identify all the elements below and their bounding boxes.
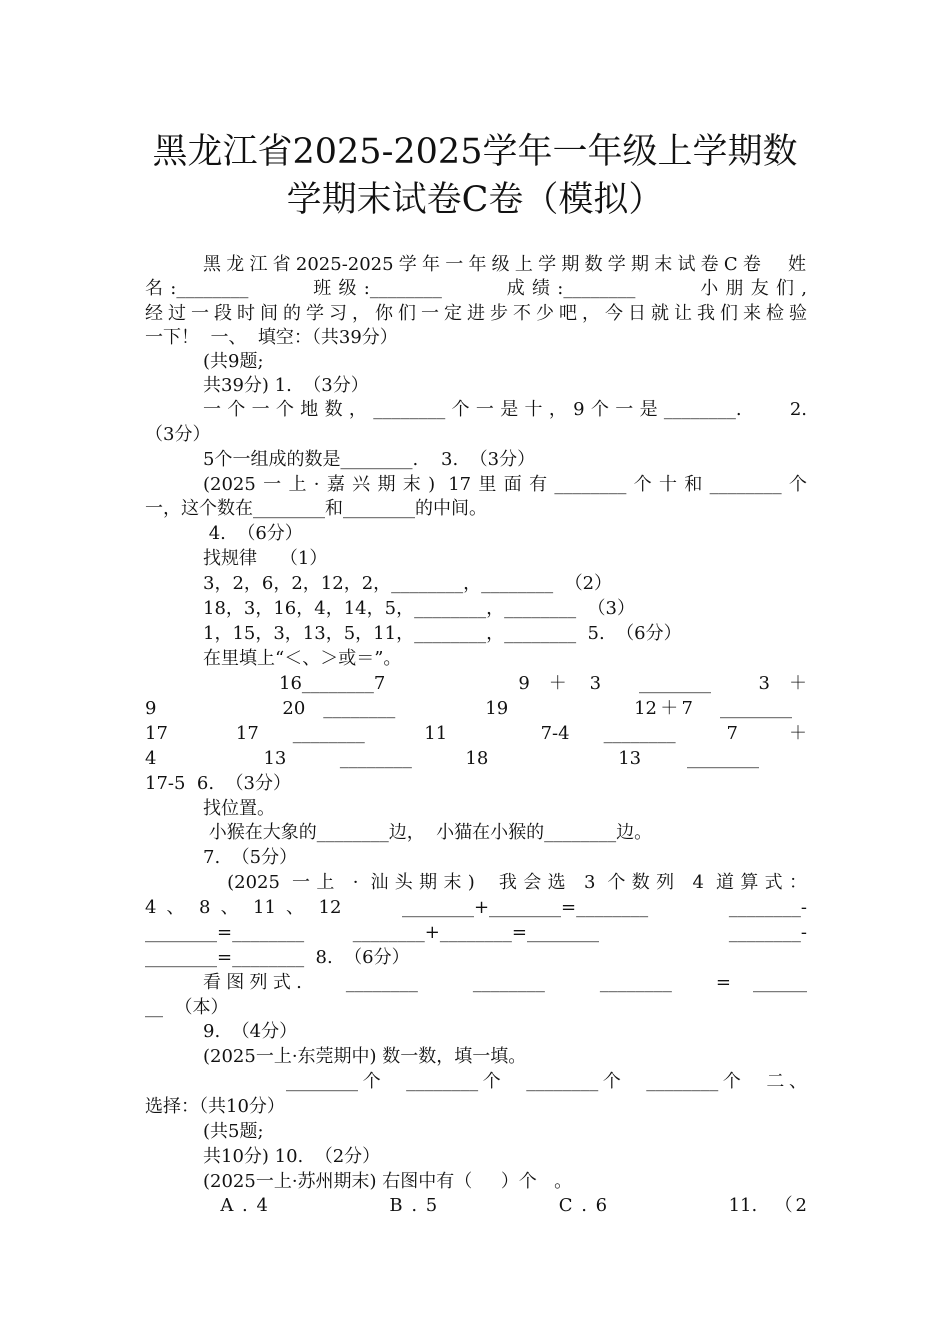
text-line-8: （3分） [145, 424, 211, 445]
text-line-13: 找规律 （1） [203, 548, 328, 569]
document-title-line-2: 学期末试卷C卷（模拟） [286, 180, 664, 220]
document-title-line-1: 黑龙江省2025-2025学年一年级上学期数 [152, 132, 798, 172]
text-line-4: 一下！ 一、 填空：（共39分） [145, 327, 398, 348]
text-line-30: 看图列式. ________ ________ ________ = ______ [203, 972, 807, 993]
text-line-20: 17 17 ________ 11 7-4 ________ 7 ＋ [145, 723, 807, 744]
text-line-33: (2025一上·东莞期中) 数一数，填一填。 [203, 1046, 527, 1067]
text-line-34: ________个 ________个 ________个 ________个 二、 [203, 1071, 807, 1092]
text-line-24: 小猴在大象的________边， 小猫在小猴的________边。 [203, 822, 653, 843]
text-line-10: (2025一上·嘉兴期末) 17里面有________个十和________个 [203, 474, 807, 495]
text-line-21: 4 13 ________ 18 13 ________ [145, 748, 759, 769]
text-line-26: (2025 一上 · 汕头期末) 我会选 3 个数列 4 道算式： [203, 872, 807, 893]
text-line-32: 9. （4分） [203, 1021, 298, 1042]
text-line-16: 1，15，3，13，5，11，________，________ 5. （6分） [203, 623, 682, 644]
text-line-22: 17-5 6. （3分） [145, 773, 291, 794]
text-line-15: 18，3，16，4，14，5，________，________ （3） [203, 598, 635, 619]
text-line-9: 5个一组成的数是________. 3. （3分） [203, 449, 536, 470]
text-line-36: (共5题; [203, 1121, 264, 1142]
text-line-28: ________=________ ________+________=________ ________- [145, 922, 807, 943]
text-line-7: 一个一个地数，________个一是十，9个一是________. 2. [203, 399, 807, 420]
text-line-3: 经过一段时间的学习，你们一定进步不少吧，今日就让我们来检验 [145, 303, 807, 324]
text-line-14: 3，2，6，2，12，2，________，________ （2） [203, 573, 613, 594]
text-line-39: A . 4 B . 5 C . 6 11. （2 [203, 1195, 807, 1216]
text-line-17: 在里填上“＜、＞或＝”。 [203, 648, 402, 669]
text-line-38: (2025一上·苏州期末) 右图中有（ ）个 。 [203, 1171, 573, 1192]
text-line-19: 9 20 ________ 19 12＋7 ________ [145, 698, 792, 719]
text-line-23: 找位置。 [203, 798, 275, 819]
text-line-1: 黑龙江省2025-2025学年一年级上学期数学期末试卷C卷 姓 [203, 254, 806, 275]
text-line-2: 名:________ 班级:________ 成绩:________ 小朋友们, [145, 278, 807, 299]
text-line-6: 共39分) 1. （3分） [203, 375, 369, 396]
text-line-37: 共10分) 10. （2分） [203, 1146, 381, 1167]
text-line-35: 选择：（共10分） [145, 1096, 285, 1117]
text-line-25: 7. （5分） [203, 847, 298, 868]
text-line-11: 一，这个数在________和________的中间。 [145, 498, 487, 519]
text-line-31: __ （本） [145, 997, 229, 1018]
text-line-18: 16________7 9 ＋ 3 ________ 3 ＋ [203, 673, 807, 694]
text-line-29: ________=________ 8. （6分） [145, 947, 410, 968]
text-line-12: 4. （6分） [203, 523, 303, 544]
text-line-27: 4 、 8 、 11 、 12 ________+________=________ ________- [145, 897, 807, 918]
text-line-5: (共9题; [203, 351, 264, 372]
